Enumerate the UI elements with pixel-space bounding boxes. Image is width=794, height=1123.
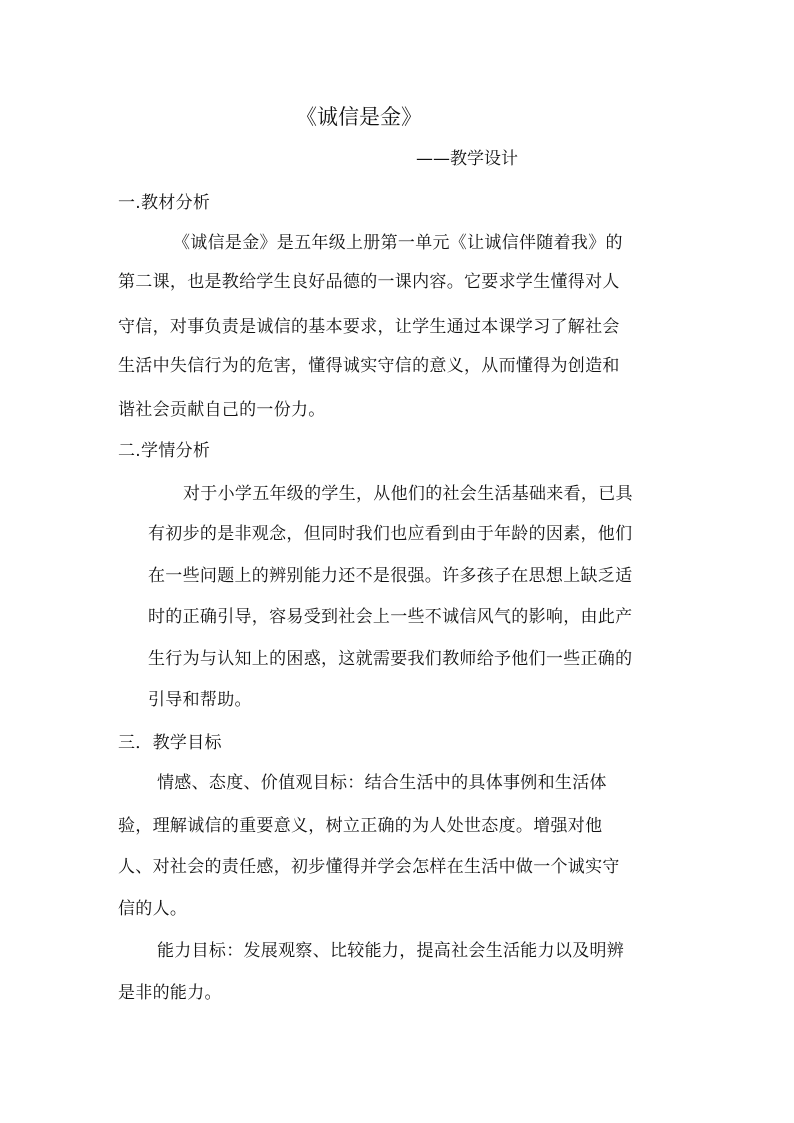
paragraph-line: 对于小学五年级的学生，从他们的社会生活基础来看，已具: [183, 484, 633, 504]
paragraph-line: 有初步的是非观念，但同时我们也应看到由于年龄的因素，他们: [148, 524, 633, 544]
paragraph-line: 生活中失信行为的危害，懂得诚实守信的意义，从而懂得为创造和: [118, 356, 620, 376]
paragraph-line: 引导和帮助。: [148, 690, 252, 710]
goal-line: 情感、态度、价值观目标：结合生活中的具体事例和生活体: [157, 773, 607, 793]
document-subtitle: ——教学设计: [416, 149, 518, 169]
paragraph-line: 谐社会贡献自己的一份力。: [118, 400, 326, 420]
paragraph-line: 在一些问题上的辨别能力还不是很强。许多孩子在思想上缺乏适: [148, 566, 633, 586]
goal-line: 验，理解诚信的重要意义，树立正确的为人处世态度。增强对他: [118, 816, 603, 836]
paragraph-line: 《诚信是金》是五年级上册第一单元《让诚信伴随着我》的: [173, 233, 623, 253]
section-heading-material-analysis: 一.教材分析: [118, 193, 211, 213]
goal-line: 信的人。: [118, 899, 188, 919]
section-heading-student-analysis: 二.学情分析: [118, 441, 211, 461]
paragraph-line: 第二课，也是教给学生良好品德的一课内容。它要求学生懂得对人: [118, 272, 620, 292]
paragraph-line: 守信，对事负责是诚信的基本要求，让学生通过本课学习了解社会: [118, 317, 620, 337]
goal-line: 是非的能力。: [118, 983, 222, 1003]
paragraph-line: 生行为与认知上的困惑，这就需要我们教师给予他们一些正确的: [148, 649, 633, 669]
paragraph-line: 时的正确引导，容易受到社会上一些不诚信风气的影响，由此产: [148, 607, 633, 627]
section-heading-teaching-goals: 三．教学目标: [118, 733, 222, 753]
goal-line: 人、对社会的责任感，初步懂得并学会怎样在生活中做一个诚实守: [118, 857, 620, 877]
document-title: 《诚信是金》: [296, 105, 422, 129]
goal-line: 能力目标：发展观察、比较能力，提高社会生活能力以及明辨: [157, 941, 625, 961]
